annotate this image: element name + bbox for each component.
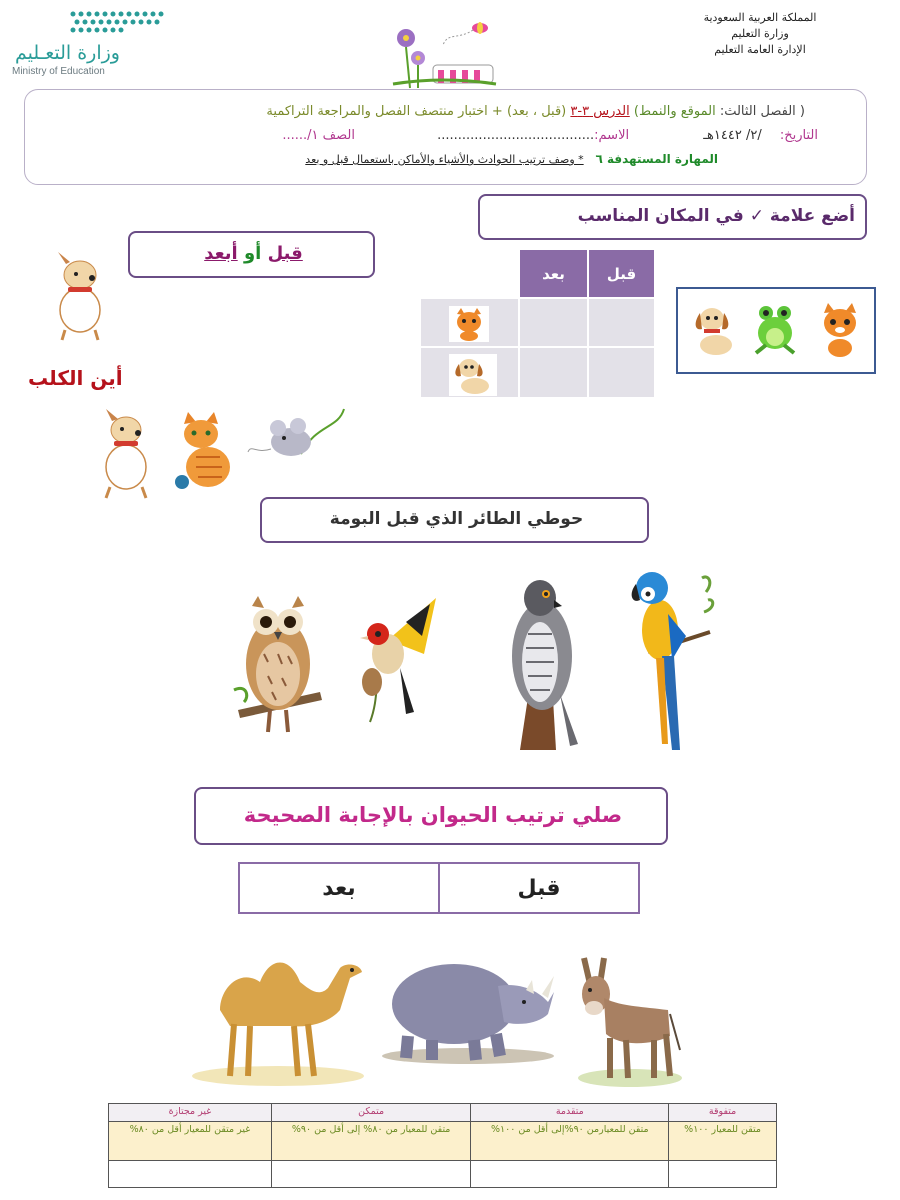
- before-after-table: [238, 862, 640, 914]
- date-label: التاريخ:: [779, 128, 818, 143]
- grid-corner: [421, 250, 518, 297]
- lesson-number: الدرس ٣-٣: [570, 104, 630, 119]
- dog-small-icon: [449, 354, 497, 396]
- rubric-header-4: غير مجتازة: [109, 1104, 272, 1122]
- lesson-rest: (قبل ، بعد) + اختبار منتصف الفصل والمراجعة التراكمية: [266, 104, 567, 119]
- dog-row-icon: [86, 405, 166, 500]
- before-word: قبل: [267, 243, 303, 264]
- logo-dots-icon: [65, 4, 175, 44]
- dog-strip-icon: [690, 303, 736, 359]
- task-match-order-instruction: صلي ترتيب الحيوان بالإجابة الصحيحة: [243, 803, 623, 827]
- mouse-icon: [246, 404, 346, 466]
- rubric-mark-3[interactable]: [271, 1160, 471, 1187]
- after-word: أبعد: [204, 243, 238, 264]
- rubric-criteria-2: متقن للمعيارمن ٩٠%إلى أقل من ١٠٠%: [471, 1122, 669, 1160]
- before-or-after-box: [128, 231, 375, 278]
- name-label: الاسم:: [594, 128, 630, 143]
- rubric-header-row: [109, 1104, 777, 1122]
- grid-cell-cat-before[interactable]: [589, 299, 654, 346]
- dog-icon: [40, 250, 118, 342]
- before-cell[interactable]: قبل: [517, 875, 561, 901]
- gov-line-3: الإدارة العامة التعليم: [714, 43, 806, 56]
- name-field[interactable]: ......................................: [437, 128, 595, 143]
- skill-line: [305, 152, 718, 166]
- rubric-mark-1[interactable]: [669, 1160, 777, 1187]
- or-word: أو: [243, 243, 262, 264]
- task-check-placement: [478, 194, 867, 240]
- cat-strip-icon: [816, 303, 864, 359]
- rubric-criteria-1: متقن للمعيار ١٠٠%: [669, 1122, 777, 1160]
- class-label: الصف ١/......: [282, 128, 355, 143]
- animal-strip-box: [676, 287, 876, 374]
- task-circle-bird-instruction: حوطي الطائر الذي قبل البومة: [329, 509, 584, 529]
- after-cell[interactable]: بعد: [240, 864, 440, 912]
- task-circle-bird: [260, 497, 649, 543]
- kitten-icon: [166, 412, 242, 492]
- rhino-icon[interactable]: [378, 946, 554, 1066]
- goldfinch-icon[interactable]: [348, 594, 444, 726]
- task-match-order: [194, 787, 668, 845]
- frog-icon: [752, 303, 798, 359]
- gov-line-1: المملكة العربية السعودية: [703, 11, 817, 24]
- rubric-criteria-4: غير متقن للمعيار أقل من ٨٠%: [109, 1122, 272, 1160]
- logo-arabic-text: وزارة التعـليم: [14, 42, 120, 64]
- grading-rubric-table: [108, 1103, 777, 1188]
- student-line: [138, 128, 818, 143]
- logo-english-text: Ministry of Education: [12, 66, 105, 77]
- hawk-icon[interactable]: [490, 564, 590, 750]
- grid-cell-cat-after[interactable]: [520, 299, 587, 346]
- parrot-icon[interactable]: [628, 564, 718, 750]
- chapter-topic: الموقع والنمط): [633, 104, 716, 119]
- grid-cell-dog-before[interactable]: [589, 348, 654, 397]
- rubric-mark-row: [109, 1160, 777, 1187]
- donkey-icon[interactable]: [570, 954, 686, 1088]
- chapter-prefix: ( الفصل الثالث:: [715, 104, 805, 119]
- rubric-criteria-row: [109, 1122, 777, 1160]
- ministry-header: [680, 10, 840, 58]
- camel-icon[interactable]: [190, 948, 366, 1088]
- rubric-header-1: متفوقة: [669, 1104, 777, 1122]
- skill-text: * وصف ترتيب الحوادث والأشياء والأماكن باستعمال قبل و بعد: [305, 153, 584, 166]
- rubric-criteria-3: متقن للمعيار من ٨٠% إلى أقل من ٩٠%: [271, 1122, 471, 1160]
- rubric-header-3: متمكن: [271, 1104, 471, 1122]
- where-is-dog-question: أين الكلب: [28, 366, 123, 390]
- placement-grid: [421, 250, 654, 397]
- lesson-line: [266, 104, 805, 119]
- rubric-mark-4[interactable]: [109, 1160, 272, 1187]
- date-value: /٢/ ١٤٤٢هـ: [703, 128, 762, 143]
- cat-icon: [449, 306, 489, 342]
- gov-line-2: وزارة التعليم: [731, 27, 789, 40]
- grid-header-after: بعد: [520, 250, 587, 297]
- grid-cell-dog-after[interactable]: [520, 348, 587, 397]
- owl-icon[interactable]: [228, 592, 326, 740]
- grid-header-before: قبل: [589, 250, 654, 297]
- skill-label: المهارة المستهدفة ٦: [595, 152, 718, 166]
- flower-decoration-icon: [388, 10, 498, 90]
- rubric-header-2: متقدمة: [471, 1104, 669, 1122]
- before-or-after-text: [130, 243, 377, 264]
- rubric-mark-2[interactable]: [471, 1160, 669, 1187]
- task-check-instruction: أضع علامة ✓ في المكان المناسب: [577, 206, 855, 226]
